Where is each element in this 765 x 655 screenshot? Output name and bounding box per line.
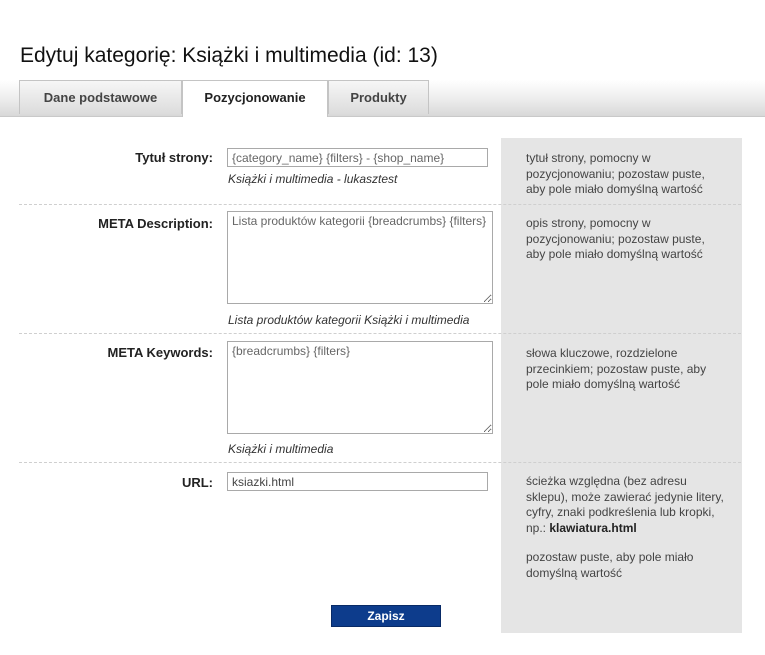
help-panel bbox=[501, 138, 742, 633]
url-help-extra: pozostaw puste, aby pole miało domyślną wartość bbox=[526, 550, 694, 580]
meta-keywords-hint: Książki i multimedia bbox=[228, 442, 334, 456]
url-label: URL: bbox=[181, 475, 213, 490]
tab-produkty[interactable]: Produkty bbox=[328, 80, 429, 114]
row-divider bbox=[19, 462, 741, 463]
row-divider bbox=[19, 333, 741, 334]
page-title-help: tytuł strony, pomocny w pozycjonowaniu; pozostaw puste, aby pole miało domyślną wartość bbox=[526, 151, 705, 196]
meta-keywords-help: słowa kluczowe, rozdzielone przecinkiem; pozostaw puste, aby pole miało domyślną wartość bbox=[526, 346, 707, 391]
meta-description-hint: Lista produktów kategorii Książki i multimedia bbox=[228, 313, 470, 327]
meta-keywords-textarea[interactable] bbox=[227, 341, 493, 434]
url-help bbox=[526, 474, 726, 536]
url-help-example: klawiatura.html bbox=[549, 520, 637, 535]
url-help-text: ścieżka względna (bez adresu sklepu), może zawierać jedynie litery, cyfry, znaki podkreślenia lub kropki, np.: bbox=[526, 474, 724, 535]
page-title-label: Tytuł strony: bbox=[135, 150, 213, 165]
tab-bar bbox=[0, 80, 765, 117]
page-title: Edytuj kategorię: Książki i multimedia (id: 13) bbox=[20, 44, 438, 67]
save-button[interactable]: Zapisz bbox=[331, 605, 441, 627]
meta-description-help: opis strony, pomocny w pozycjonowaniu; pozostaw puste, aby pole miało domyślną wartość bbox=[526, 216, 705, 261]
page-title-hint: Książki i multimedia - lukasztest bbox=[228, 172, 398, 186]
tab-pozycjonowanie[interactable]: Pozycjonowanie bbox=[182, 80, 328, 117]
meta-keywords-label: META Keywords: bbox=[107, 345, 213, 360]
page-title-input[interactable] bbox=[227, 148, 488, 167]
meta-description-label: META Description: bbox=[98, 216, 213, 231]
row-divider bbox=[19, 204, 741, 205]
tab-dane-podstawowe[interactable]: Dane podstawowe bbox=[19, 80, 182, 114]
url-input[interactable] bbox=[227, 472, 488, 491]
meta-description-textarea[interactable] bbox=[227, 211, 493, 304]
